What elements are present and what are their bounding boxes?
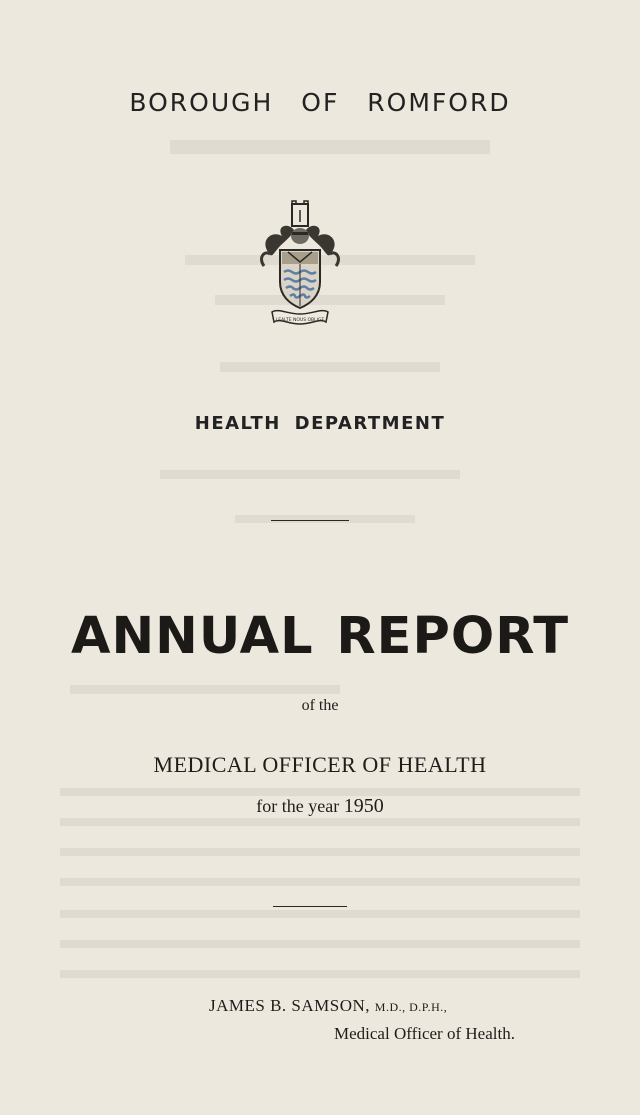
borough-coat-of-arms-icon (258, 200, 342, 330)
report-title: ANNUAL REPORT (70, 607, 569, 666)
of-the-text: of the (301, 697, 339, 714)
report-year-line (0, 795, 640, 818)
borough-title: BOROUGH OF ROMFORD (129, 88, 511, 117)
report-year: 1950 (343, 795, 384, 817)
author-title: Medical Officer of Health. (334, 1024, 515, 1043)
report-subject: MEDICAL OFFICER OF HEALTH (153, 752, 487, 777)
year-prefix: for the year (256, 796, 340, 816)
author-line (209, 996, 447, 1016)
author-degrees: M.D., D.P.H., (374, 1000, 448, 1014)
divider-rule (271, 520, 349, 521)
department-title: HEALTH DEPARTMENT (194, 413, 446, 434)
crest-motto: LEALTE NOUS OBLIGE (275, 318, 325, 323)
author-name: JAMES B. SAMSON, (209, 996, 371, 1015)
divider-rule (273, 906, 347, 907)
